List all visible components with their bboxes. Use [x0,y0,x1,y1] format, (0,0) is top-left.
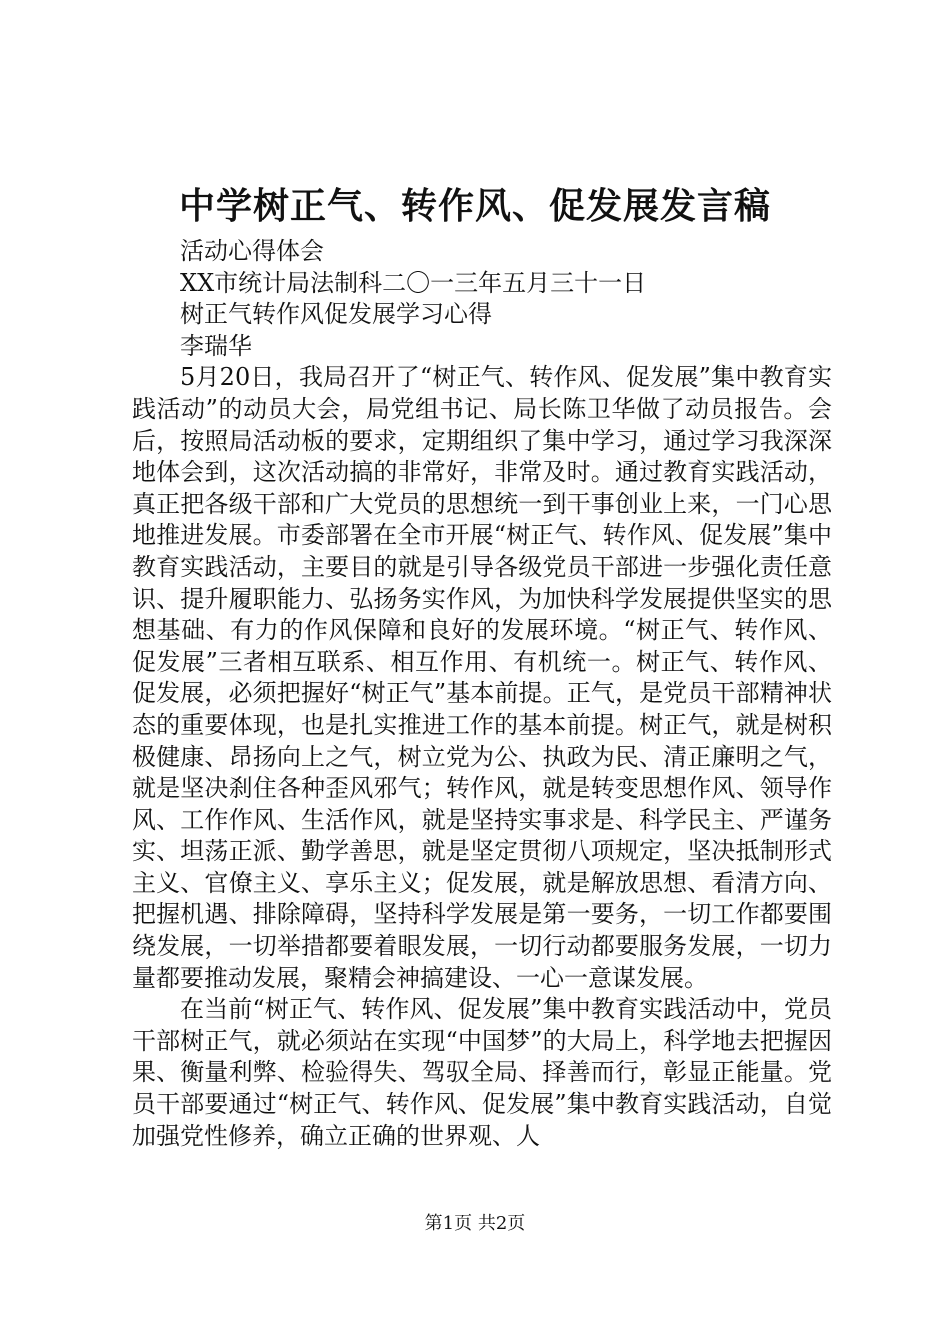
paragraph: 在当前“树正气、转作风、促发展”集中教育实践活动中，党员干部树正气，就必须站在实现“中国梦”的大局上，科学地去把握因果、衡量利弊、检验得失、驾驭全局、择善而行，彰显正能量。党员干部要通过“树正气、转作风、促发展”集中教育实践活动，自觉加强党性修养，确立正确的世界观、人 [132,995,832,1150]
meta-org-date: XX市统计局法制科二〇一三年五月三十一日 [180,268,647,297]
meta-activity-label: 活动心得体会 [180,237,324,265]
document-title: 中学树正气、转作风、促发展发言稿 [178,185,771,227]
meta-subtitle: 树正气转作风促发展学习心得 [180,300,492,329]
paragraph: 5月20日，我局召开了“树正气、转作风、促发展”集中教育实践活动”的动员大会，局党组书记、局长陈卫华做了动员报告。会后，按照局活动板的要求，定期组织了集中学习，通过学习我深深地体会到，这次活动搞的非常好，非常及时。通过教育实践活动，真正把各级干部和广大党员的思想统一到干事创业上来，一门心思地推进发展。市委部署在全市开展“树正气、转作风、促发展”集中教育实践活动，主要目的就是引导各级党员干部进一步强化责任意识、提升履职能力、弘扬务实作风，为加快科学发展提供坚实的思想基础、有力的作风保障和良好的发展环境。“树正气、转作风、促发展”三者相互联系、相互作用、有机统一。树正气、转作风、促发展，必须把握好“树正气”基本前提。正气，是党员干部精神状态的重要体现，也是扎实推进工作的基本前提。树正气，就是树积极健康、昂扬向上之气，树立党为公、执政为民、清正廉明之气，就是坚决刹住各种歪风邪气；转作风，就是转变思想作风、领导作风、工作作风、生活作风，就是坚持实事求是、科学民主、严谨务实、坦荡正派、勤学善思，就是坚定贯彻八项规定，坚决抵制形式主义、官僚主义、享乐主义；促发展，就是解放思想、看清方向、把握机遇、排除障碍，坚持科学发展是第一要务，一切工作都要围绕发展，一切举措都要着眼发展，一切行动都要服务发展，一切力量都要推动发展，聚精会神搞建设、一心一意谋发展。 [132,363,832,992]
page-indicator: 第1页 共2页 [424,1213,526,1234]
document-body [132,236,832,1152]
meta-author: 李瑞华 [180,331,252,360]
